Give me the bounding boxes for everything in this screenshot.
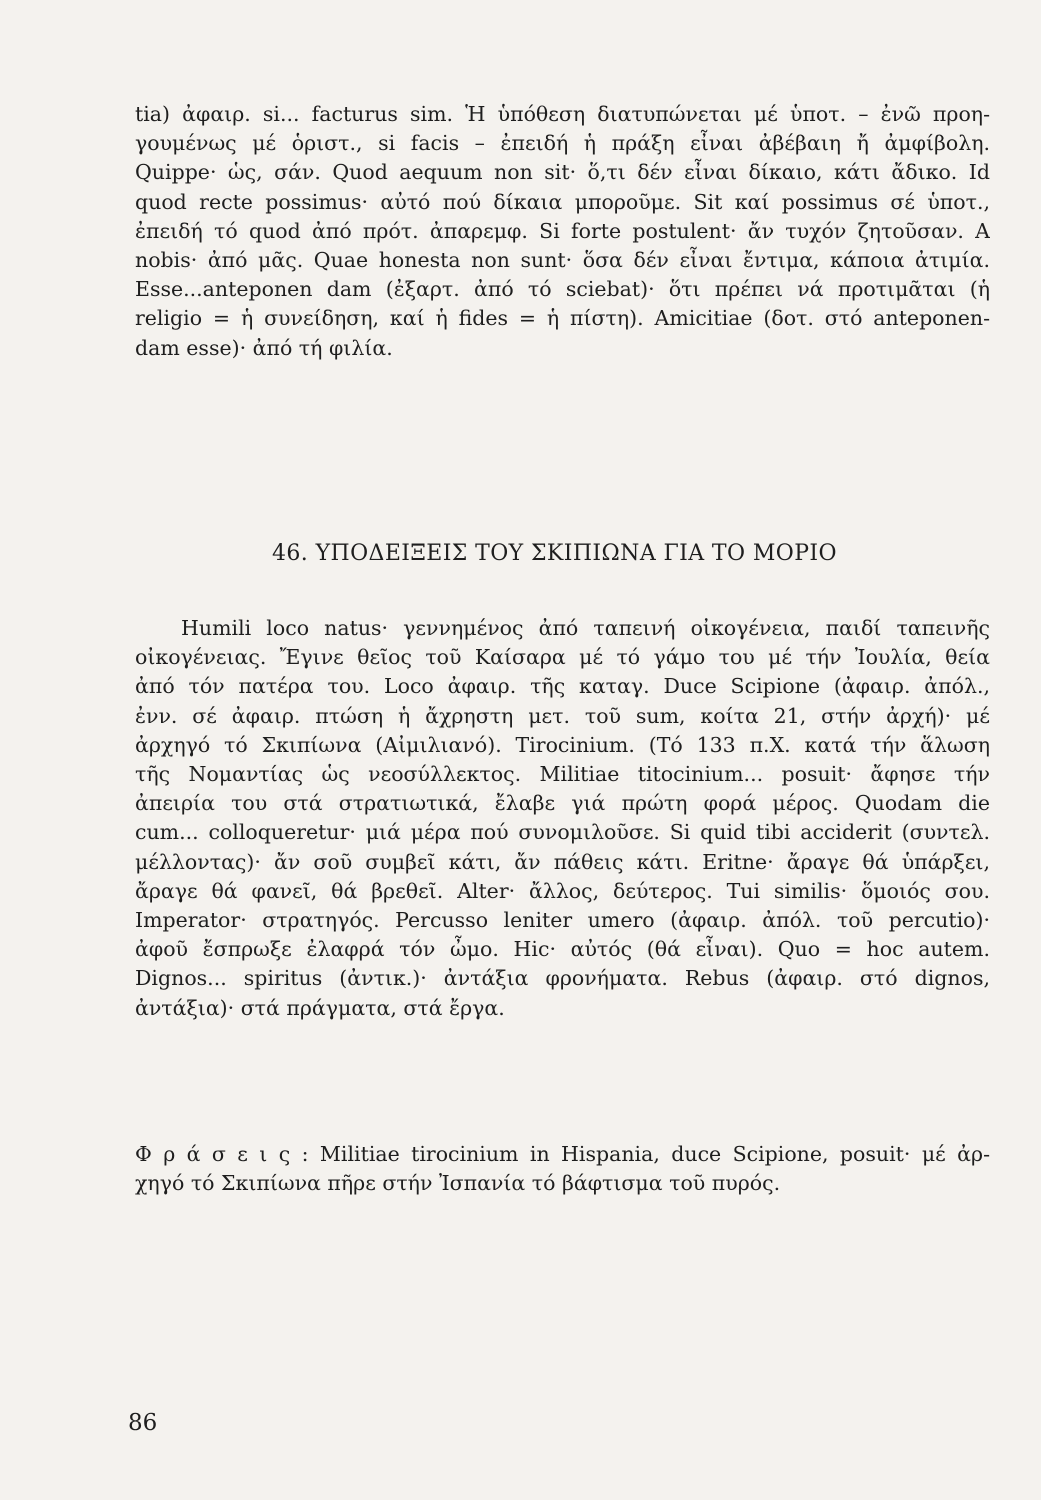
top-paragraph	[135, 100, 990, 363]
text-line: οἰκογένειας. Ἔγινε θεῖος τοῦ Καίσαρα μέ τό γάμο του μέ τήν Ἰουλία, θεία	[135, 645, 990, 670]
page-number: 86	[128, 1410, 158, 1436]
text-line: cum... colloqueretur· μιά μέρα πού συνομιλοῦσε. Si quid tibi acciderit (συντελ.	[135, 820, 990, 845]
phrases-paragraph	[135, 1140, 990, 1198]
text-line: religio = ἡ συνείδηση, καί ἡ fides = ἡ πίστη). Amicitiae (δοτ. στό anteponen-	[135, 306, 990, 331]
text-line: nobis· ἀπό μᾶς. Quae honesta non sunt· ὅσα δέν εἶναι ἔντιμα, κάποια ἀτιμία.	[135, 248, 990, 273]
text-line: ἀπειρία του στά στρατιωτικά, ἔλαβε γιά πρώτη φορά μέρος. Quodam die	[135, 791, 990, 816]
text-line: ἀρχηγό τό Σκιπίωνα (Αἰμιλιανό). Tirocinium. (Τό 133 π.Χ. κατά τήν ἅλωση	[135, 732, 990, 757]
text-line: Φ ρ ά σ ε ι ς : Militiae tirocinium in Hispania, duce Scipione, posuit· μέ ἀρ-	[135, 1142, 990, 1166]
text-line: ἀπό τόν πατέρα του. Loco ἀφαιρ. τῆς καταγ. Duce Scipione (ἀφαιρ. ἀπόλ.,	[135, 674, 990, 699]
text-line: quod recte possimus· αὐτό πού δίκαια μποροῦμε. Sit καί possimus σέ ὑποτ.,	[135, 189, 990, 214]
text-line: ἐπειδή τό quod ἀπό πρότ. ἀπαρεμφ. Si forte postulent· ἄν τυχόν ζητοῦσαν. A	[135, 218, 990, 243]
text-line: ἀφοῦ ἔσπρωξε ἐλαφρά τόν ὦμο. Hic· αὐτός (θά εἶναι). Quo = hoc autem.	[135, 937, 990, 962]
text-line: ἄραγε θά φανεῖ, θά βρεθεῖ. Alter· ἄλλος, δεύτερος. Tui similis· ὅμοιός σου.	[135, 878, 990, 903]
text-line: dam esse)· ἀπό τή φιλία.	[135, 335, 393, 360]
text-line: χηγό τό Σκιπίωνα πῆρε στήν Ἰσπανία τό βάφτισμα τοῦ πυρός.	[135, 1171, 781, 1196]
text-line: Quippe· ὡς, σάν. Quod aequum non sit· ὅ,τι δέν εἶναι δίκαιο, κάτι ἄδικο. Id	[135, 160, 990, 185]
text-line: Esse...anteponen dam (ἐξαρτ. ἀπό τό sciebat)· ὅτι πρέπει νά προτιμᾶται (ἡ	[135, 277, 990, 302]
text-line: ἀντάξια)· στά πράγματα, στά ἔργα.	[135, 995, 505, 1020]
text-line: τῆς Νομαντίας ὡς νεοσύλλεκτος. Militiae titocinium... posuit· ἄφησε τήν	[135, 762, 990, 787]
text-line: μέλλοντας)· ἄν σοῦ συμβεῖ κάτι, ἄν πάθεις κάτι. Eritne· ἄραγε θά ὑπάρξει,	[135, 849, 990, 874]
text-line: γουμένως μέ ὁριστ., si facis – ἐπειδή ἡ πράξη εἶναι ἀβέβαιη ἤ ἀμφίβολη.	[135, 131, 990, 156]
text-line: Imperator· στρατηγός. Percusso leniter umero (ἀφαιρ. ἀπόλ. τοῦ percutio)·	[135, 908, 990, 933]
body-paragraph	[135, 614, 990, 1023]
section-heading: 46. ΥΠΟΔΕΙΞΕΙΣ ΤΟΥ ΣΚΙΠΙΩΝΑ ΓΙΑ ΤΟ ΜΟΡΙΟ	[272, 541, 837, 566]
text-line: Humili loco natus· γεννημένος ἀπό ταπεινή οἰκογένεια, παιδί ταπεινῆς	[181, 616, 990, 640]
text-line: tia) ἀφαιρ. si... facturus sim. Ἡ ὑπόθεση διατυπώνεται μέ ὑποτ. – ἐνῶ προη-	[135, 102, 990, 126]
text-line: ἐνν. σέ ἀφαιρ. πτώση ἡ ἄχρηστη μετ. τοῦ sum, κοίτα 21, στήν ἀρχή)· μέ	[135, 703, 990, 728]
text-line: Dignos... spiritus (ἀντικ.)· ἀντάξια φρονήματα. Rebus (ἀφαιρ. στό dignos,	[135, 966, 990, 991]
